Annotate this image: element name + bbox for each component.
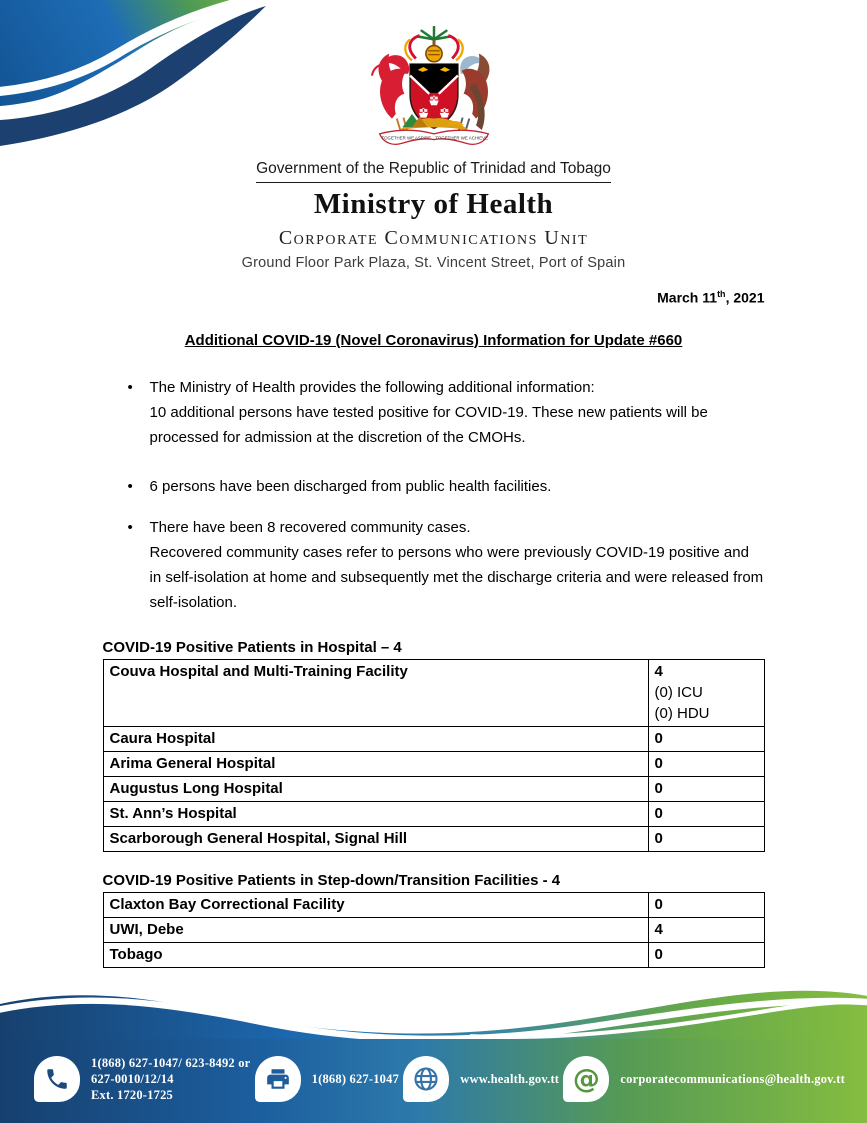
- contact-text: 1(868) 627-1047: [311, 1071, 400, 1086]
- hospital-section-heading: COVID-19 Positive Patients in Hospital – 4: [102, 638, 402, 656]
- date-line: [103, 289, 765, 306]
- stepdown-section-heading: COVID-19 Positive Patients in Step-down/Transition Facilities - 4: [102, 871, 561, 889]
- date-ordinal: th: [717, 289, 726, 299]
- table-row: [103, 801, 764, 826]
- motto-right-text: TOGETHER WE ACHIEVE: [434, 135, 488, 141]
- stepdown-table: [103, 892, 765, 968]
- facility-cell: Caura Hospital: [103, 726, 648, 751]
- bullet-text: [150, 474, 765, 499]
- value-sub-icu: (0) ICU: [654, 683, 703, 701]
- fax-icon: [255, 1056, 301, 1102]
- value-cell: 0: [648, 801, 764, 826]
- bullet-line: The Ministry of Health provides the following additional information:: [149, 378, 595, 396]
- footer-wave-decoration: [0, 983, 867, 1041]
- table-row: [103, 751, 764, 776]
- value-cell: 0: [648, 942, 764, 967]
- contact-text: www.health.gov.tt: [460, 1071, 560, 1086]
- table-row: [103, 826, 764, 851]
- cocrico-icon: [458, 54, 489, 131]
- bullet-list: [103, 375, 765, 615]
- bullet-item: [103, 515, 765, 615]
- table-row: [103, 892, 764, 917]
- table-row: [103, 917, 764, 942]
- government-line: Government of the Republic of Trinidad and Tobago: [256, 160, 611, 183]
- bullet-line: 6 persons have been discharged from public health facilities.: [149, 477, 552, 495]
- value-cell: 4: [648, 917, 764, 942]
- address-line: Ground Floor Park Plaza, St. Vincent Street, Port of Spain: [241, 255, 626, 271]
- facility-cell: Claxton Bay Correctional Facility: [103, 892, 648, 917]
- value-cell: 0: [648, 751, 764, 776]
- top-wave-decoration: [0, 0, 282, 160]
- scarlet-ibis-icon: [371, 54, 408, 131]
- bullet-line: Recovered community cases refer to persons who were previously COVID-19 positive and in self-isolation at home and subsequently met the discharge criteria and were released from self-isolation.: [149, 543, 764, 611]
- value-cell: 0: [648, 776, 764, 801]
- bullet-item: [103, 474, 765, 499]
- footer-contact-band: [0, 1039, 867, 1123]
- table-row: [103, 659, 764, 726]
- ministry-title: Ministry of Health: [313, 188, 554, 220]
- bullet-text: [150, 515, 765, 615]
- table-row: [103, 942, 764, 967]
- shield-icon: [410, 64, 458, 128]
- motto-left-text: TOGETHER WE ASPIRE: [381, 135, 431, 141]
- bullet-item: [103, 375, 765, 450]
- contact-phone: [34, 1055, 250, 1104]
- motto-ribbon: [379, 130, 488, 144]
- facility-cell: St. Ann’s Hospital: [103, 801, 648, 826]
- palm-crest-icon: [417, 27, 449, 47]
- bullet-line: There have been 8 recovered community cases.: [149, 518, 471, 536]
- phone-line: Ext. 1720-1725: [91, 1088, 173, 1103]
- value-cell: 0: [648, 826, 764, 851]
- facility-cell: Arima General Hospital: [103, 751, 648, 776]
- unit-title: Corporate Communications Unit: [278, 227, 589, 249]
- contact-fax: [255, 1056, 399, 1102]
- bullet-line: 10 additional persons have tested positive for COVID-19. These new patients will be processed for admission at the discretion of the CMOHs.: [149, 403, 708, 446]
- bullet-dot-icon: •: [127, 477, 133, 495]
- value-cell: 0: [648, 726, 764, 751]
- contact-text: [91, 1055, 250, 1104]
- date-year: , 2021: [725, 289, 765, 306]
- value-cell: [648, 659, 764, 726]
- bullet-text: [150, 375, 765, 450]
- value-cell: 0: [648, 892, 764, 917]
- value-main: 4: [654, 662, 663, 680]
- contact-website: [403, 1056, 559, 1102]
- phone-line: 1(868) 627-1047/ 623-8492 or: [91, 1055, 251, 1070]
- facility-cell: UWI, Debe: [103, 917, 648, 942]
- page-footer: [0, 983, 867, 1123]
- globe-icon: [403, 1056, 449, 1102]
- facility-cell: Couva Hospital and Multi-Training Facility: [103, 659, 648, 726]
- facility-cell: Scarborough General Hospital, Signal Hill: [103, 826, 648, 851]
- date-day: March 11: [657, 289, 718, 306]
- hospital-table: [103, 659, 765, 852]
- bullet-dot-icon: •: [127, 518, 133, 536]
- email-at-icon: [563, 1056, 609, 1102]
- contact-text: corporatecommunications@health.gov.tt: [620, 1071, 845, 1086]
- phone-line: 627-0010/12/14: [91, 1071, 174, 1086]
- document-body: [103, 289, 765, 968]
- coat-of-arms: [359, 26, 509, 152]
- contact-email: [563, 1056, 845, 1102]
- document-title: Additional COVID-19 (Novel Coronavirus) Information for Update #660: [184, 331, 683, 349]
- at-glyph: @: [572, 1063, 600, 1095]
- phone-icon: [34, 1056, 80, 1102]
- facility-cell: Tobago: [103, 942, 648, 967]
- bullet-dot-icon: •: [127, 378, 133, 396]
- value-sub-hdu: (0) HDU: [654, 704, 710, 722]
- table-row: [103, 776, 764, 801]
- facility-cell: Augustus Long Hospital: [103, 776, 648, 801]
- table-row: [103, 726, 764, 751]
